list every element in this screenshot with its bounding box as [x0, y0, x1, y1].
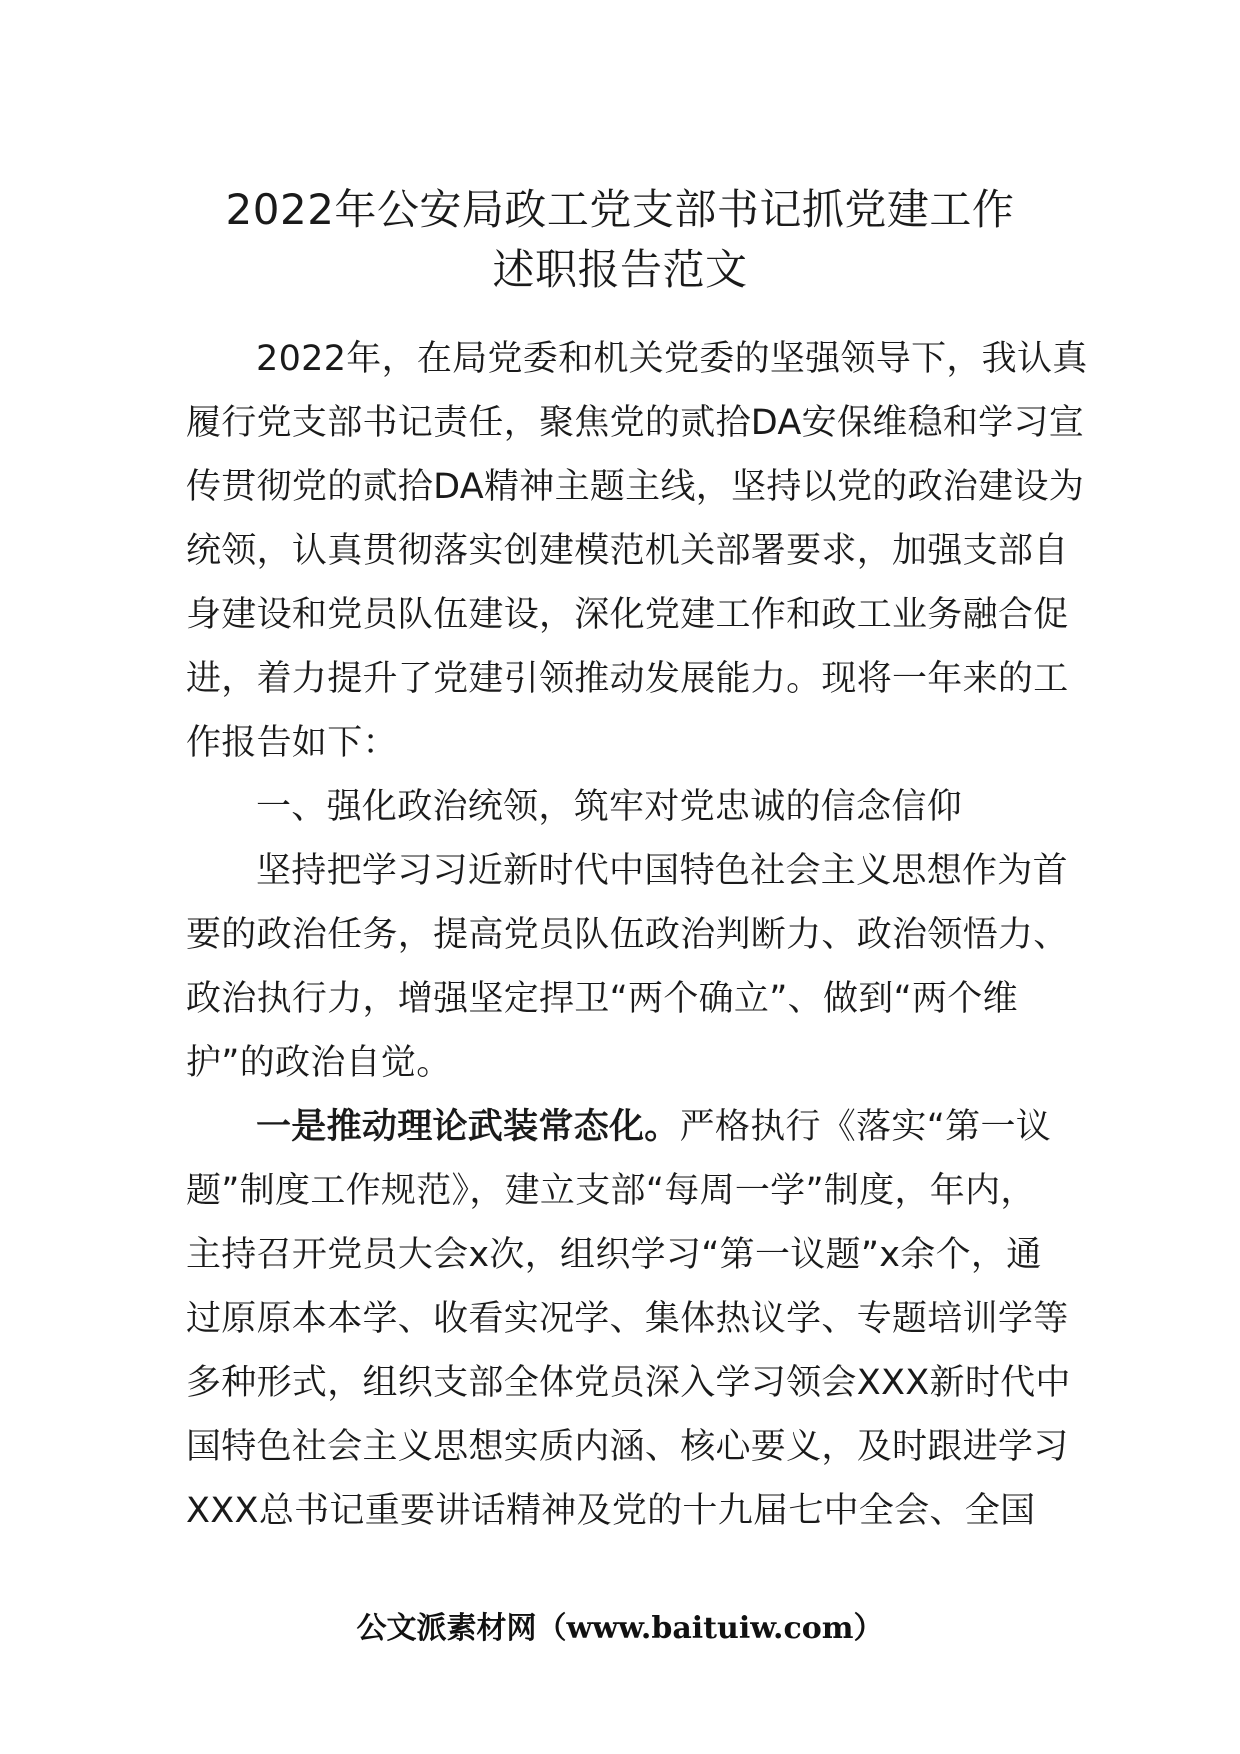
paragraph-line: 作报告如下： — [186, 723, 398, 763]
paragraph-line: 履行党支部书记责任，聚焦党的贰拾DA安保维稳和学习宣 — [186, 403, 1085, 443]
document-title-line-2: 述职报告范文 — [492, 245, 748, 294]
bold-lead-text: 一是推动理论武装常态化。 — [256, 1107, 680, 1147]
document-body — [186, 327, 1088, 1543]
paragraph-line: 国特色社会主义思想实质内涵、核心要义，及时跟进学习 — [186, 1427, 1069, 1467]
paragraph-line: 过原原本本学、收看实况学、集体热议学、专题培训学等 — [186, 1299, 1069, 1339]
paragraph-line: 题”制度工作规范》，建立支部“每周一学”制度，年内， — [186, 1171, 1036, 1211]
paragraph-line: 进，着力提升了党建引领推动发展能力。现将一年来的工 — [186, 659, 1069, 699]
paragraph-line: 主持召开党员大会x次，组织学习“第一议题”x余个，通 — [186, 1235, 1042, 1275]
paragraph-line: 坚持把学习习近新时代中国特色社会主义思想作为首 — [256, 851, 1068, 891]
paragraph-line: 统领，认真贯彻落实创建模范机关部署要求，加强支部自 — [186, 531, 1069, 571]
document-title-line-1: 2022年公安局政工党支部书记抓党建工作 — [225, 185, 1015, 234]
paragraph-line: 要的政治任务，提高党员队伍政治判断力、政治领悟力、 — [186, 915, 1069, 955]
paragraph-line: 2022年，在局党委和机关党委的坚强领导下，我认真 — [256, 339, 1088, 379]
paragraph-line: 护”的政治自觉。 — [186, 1043, 452, 1083]
paragraph-line: XXX总书记重要讲话精神及党的十九届七中全会、全国 — [186, 1491, 1036, 1531]
section-heading: 一、强化政治统领，筑牢对党忠诚的信念信仰 — [256, 787, 963, 827]
paragraph-line: 政治执行力，增强坚定捍卫“两个确立”、做到“两个维 — [186, 979, 1018, 1019]
paragraph-line: 传贯彻党的贰拾DA精神主题主线，坚持以党的政治建设为 — [186, 467, 1085, 507]
lead-rest-text: 严格执行《落实“第一议 — [679, 1107, 1052, 1147]
paragraph-line: 身建设和党员队伍建设，深化党建工作和政工业务融合促 — [186, 595, 1069, 635]
footer-watermark: 公文派素材网（www.baituiw.com） — [356, 1611, 884, 1646]
paragraph-line-bold-lead — [186, 1095, 1066, 1159]
paragraph-line: 多种形式，组织支部全体党员深入学习领会XXX新时代中 — [186, 1363, 1071, 1403]
